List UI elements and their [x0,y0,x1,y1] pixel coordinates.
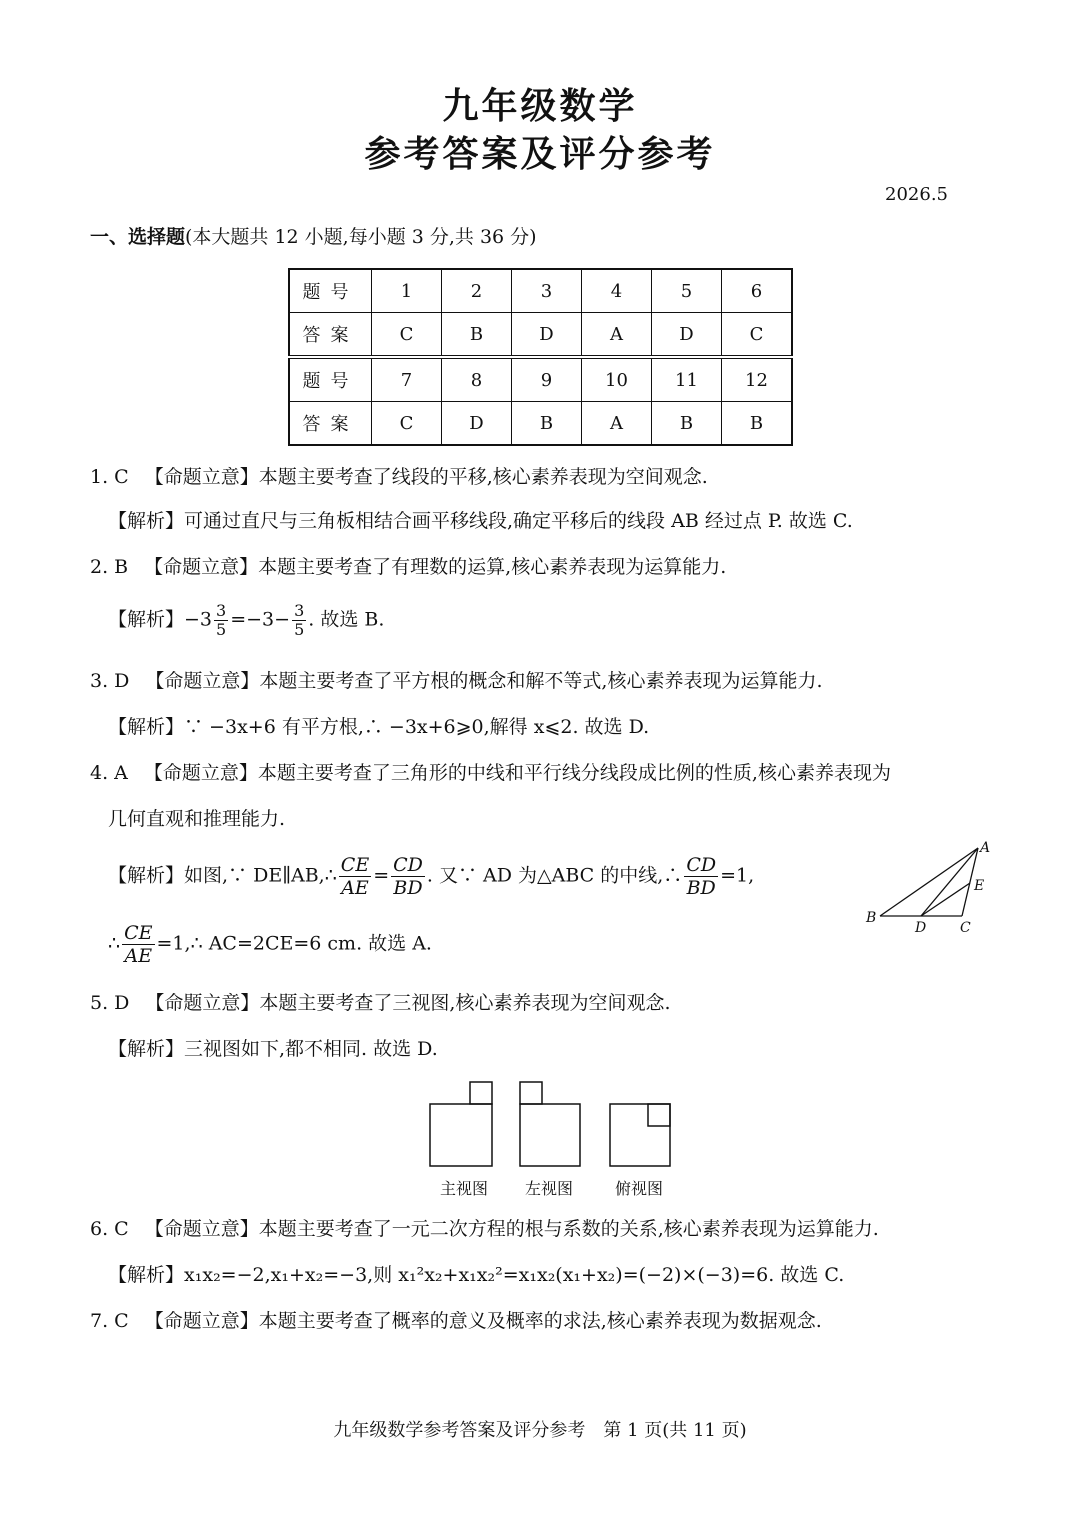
analysis-text: ∵ −3x+6 有平方根,∴ −3x+6⩾0,解得 x⩽2. 故选 D. [184,716,650,738]
label-c: C [960,920,971,936]
intent-text: 本题主要考查了有理数的运算,核心素养表现为运算能力. [258,556,727,578]
fraction [391,854,425,899]
section-label: 一、选择题 [90,226,186,248]
answer-table [288,268,793,446]
table-row [289,402,792,446]
math-text: =1, [720,864,755,887]
page-title: 九年级数学 [442,86,638,127]
table-cell: 8 [442,357,512,402]
q1-analysis-line [108,508,853,534]
analysis-tag: 【解析】 [108,1264,185,1286]
left-view-top [520,1082,542,1104]
numerator: CE [340,854,370,876]
numerator: CD [393,854,423,876]
numerator: 3 [216,601,227,620]
left-view-main [520,1104,580,1166]
question-number: 4. A [90,762,128,784]
q1-intent-line [90,464,708,490]
page-subtitle: 参考答案及评分参考 [364,134,716,175]
math-text: . 故选 B. [308,608,385,631]
denominator: BD [393,877,423,899]
intent-tag: 【命题立意】 [144,1218,259,1240]
analysis-tag: 【解析】 [108,864,185,887]
denominator: 5 [216,620,227,639]
table-cell: B [512,402,582,446]
math-text: ∴ [108,932,121,955]
label-a: A [980,840,991,856]
label-b: B [866,910,877,926]
q4-analysis-line: 【解析】如图,∵ DE∥AB,∴ $\frac{CE}{AE}$ = $\frac{CD}{BD}$ . 又∵ AD 为△ABC 的中线,∴ $\frac{CD}{BD}$ =1, [108,854,755,899]
section-desc: (本大题共 12 小题,每小题 3 分,共 36 分) [185,226,537,248]
q5-intent-line [90,990,671,1016]
numerator: CD [686,854,717,876]
numerator: CE [124,922,153,944]
top-view-label: 俯视图 [615,1179,664,1198]
q2-intent-line [90,554,726,580]
table-cell: C [372,402,442,446]
q4-analysis-line2 [108,922,432,967]
question-number: 2. B [90,556,129,578]
table-cell: B [442,313,512,358]
analysis-tag: 【解析】 [108,608,185,631]
table-cell: 12 [722,357,793,402]
analysis-tag: 【解析】 [108,716,185,738]
denominator: AE [341,877,369,899]
analysis-tag: 【解析】 [108,510,185,532]
table-cell: C [722,313,793,358]
front-view-main [430,1104,492,1166]
top-view-corner [648,1104,670,1126]
fraction [339,854,371,899]
intent-text: 本题主要考查了线段的平移,核心素养表现为空间观念. [258,466,708,488]
table-cell: 2 [442,269,512,313]
intent-text: 本题主要考查了一元二次方程的根与系数的关系,核心素养表现为运算能力. [258,1218,879,1240]
table-row [289,357,792,402]
question-number: 3. D [90,670,130,692]
intent-tag: 【命题立意】 [143,762,258,784]
page-footer: 九年级数学参考答案及评分参考 第 1 页(共 11 页) [333,1420,747,1441]
three-views-figure [420,1078,680,1170]
q3-analysis-line [108,714,649,740]
left-view-label: 左视图 [525,1179,574,1198]
row-header: 答案 [289,402,372,446]
table-row [289,313,792,358]
intent-tag: 【命题立意】 [144,466,259,488]
table-cell: 9 [512,357,582,402]
math-text: . 又∵ AD 为△ABC 的中线,∴ [426,864,683,887]
question-number: 6. C [90,1218,129,1240]
numerator: 3 [294,601,305,620]
q2-analysis-line [108,602,384,639]
intent-tag: 【命题立意】 [145,670,260,692]
table-cell: B [722,402,793,446]
table-cell: 3 [512,269,582,313]
math-text: 如图,∵ DE∥AB,∴ [184,864,337,887]
row-header: 答案 [289,313,372,358]
intent-tag: 【命题立意】 [144,1310,259,1332]
table-cell: C [372,313,442,358]
analysis-text: x₁x₂=−2,x₁+x₂=−3,则 x₁²x₂+x₁x₂²=x₁x₂(x₁+x₂)=(−2)×(−3)=6. 故选 C. [184,1264,845,1286]
denominator: BD [686,877,716,899]
intent-tag: 【命题立意】 [145,992,260,1014]
front-view-top [470,1082,492,1104]
date: 2026.5 [885,184,948,205]
table-cell: 10 [582,357,652,402]
section-heading [90,222,537,249]
table-cell: B [652,402,722,446]
table-cell: 11 [652,357,722,402]
math-text: =1,∴ AC=2CE=6 cm. 故选 A. [156,932,432,955]
fraction [292,602,306,639]
analysis-text: 三视图如下,都不相同. 故选 D. [184,1038,438,1060]
table-cell: A [582,402,652,446]
table-cell: D [512,313,582,358]
q5-analysis-line [108,1036,438,1062]
question-number: 5. D [90,992,130,1014]
front-view-label: 主视图 [440,1179,489,1198]
q6-analysis-line [108,1262,844,1288]
q6-intent-line [90,1216,879,1242]
triangle-figure [858,838,998,938]
intent-tag: 【命题立意】 [144,556,259,578]
intent-text: 本题主要考查了平方根的概念和解不等式,核心素养表现为运算能力. [259,670,823,692]
fraction [684,854,718,899]
fraction [122,922,154,967]
math-text: −3 [184,608,213,631]
table-cell: 7 [372,357,442,402]
top-view-main [610,1104,670,1166]
analysis-text: 可通过直尺与三角板相结合画平移线段,确定平移后的线段 AB 经过点 P. 故选 C. [184,510,853,532]
table-cell: 6 [722,269,793,313]
q4-intent-line [90,760,891,786]
denominator: 5 [294,620,305,639]
q7-intent-line [90,1308,822,1334]
analysis-tag: 【解析】 [108,1038,185,1060]
table-cell: D [442,402,512,446]
row-header: 题号 [289,357,372,402]
table-row [289,269,792,313]
table-cell: D [652,313,722,358]
intent-text: 本题主要考查了概率的意义及概率的求法,核心素养表现为数据观念. [258,1310,822,1332]
row-header: 题号 [289,269,372,313]
label-e: E [974,878,985,894]
intent-text: 本题主要考查了三角形的中线和平行线分线段成比例的性质,核心素养表现为 [257,762,891,784]
question-number: 7. C [90,1310,129,1332]
table-cell: 4 [582,269,652,313]
question-number: 1. C [90,466,129,488]
q4-intent-line2: 几何直观和推理能力. [108,808,286,830]
label-d: D [915,920,927,936]
intent-text: 本题主要考查了三视图,核心素养表现为空间观念. [259,992,671,1014]
q3-intent-line [90,668,823,694]
table-cell: A [582,313,652,358]
denominator: AE [124,945,153,967]
table-cell: 5 [652,269,722,313]
fraction [214,602,228,639]
math-text: =−3− [230,608,291,631]
table-cell: 1 [372,269,442,313]
